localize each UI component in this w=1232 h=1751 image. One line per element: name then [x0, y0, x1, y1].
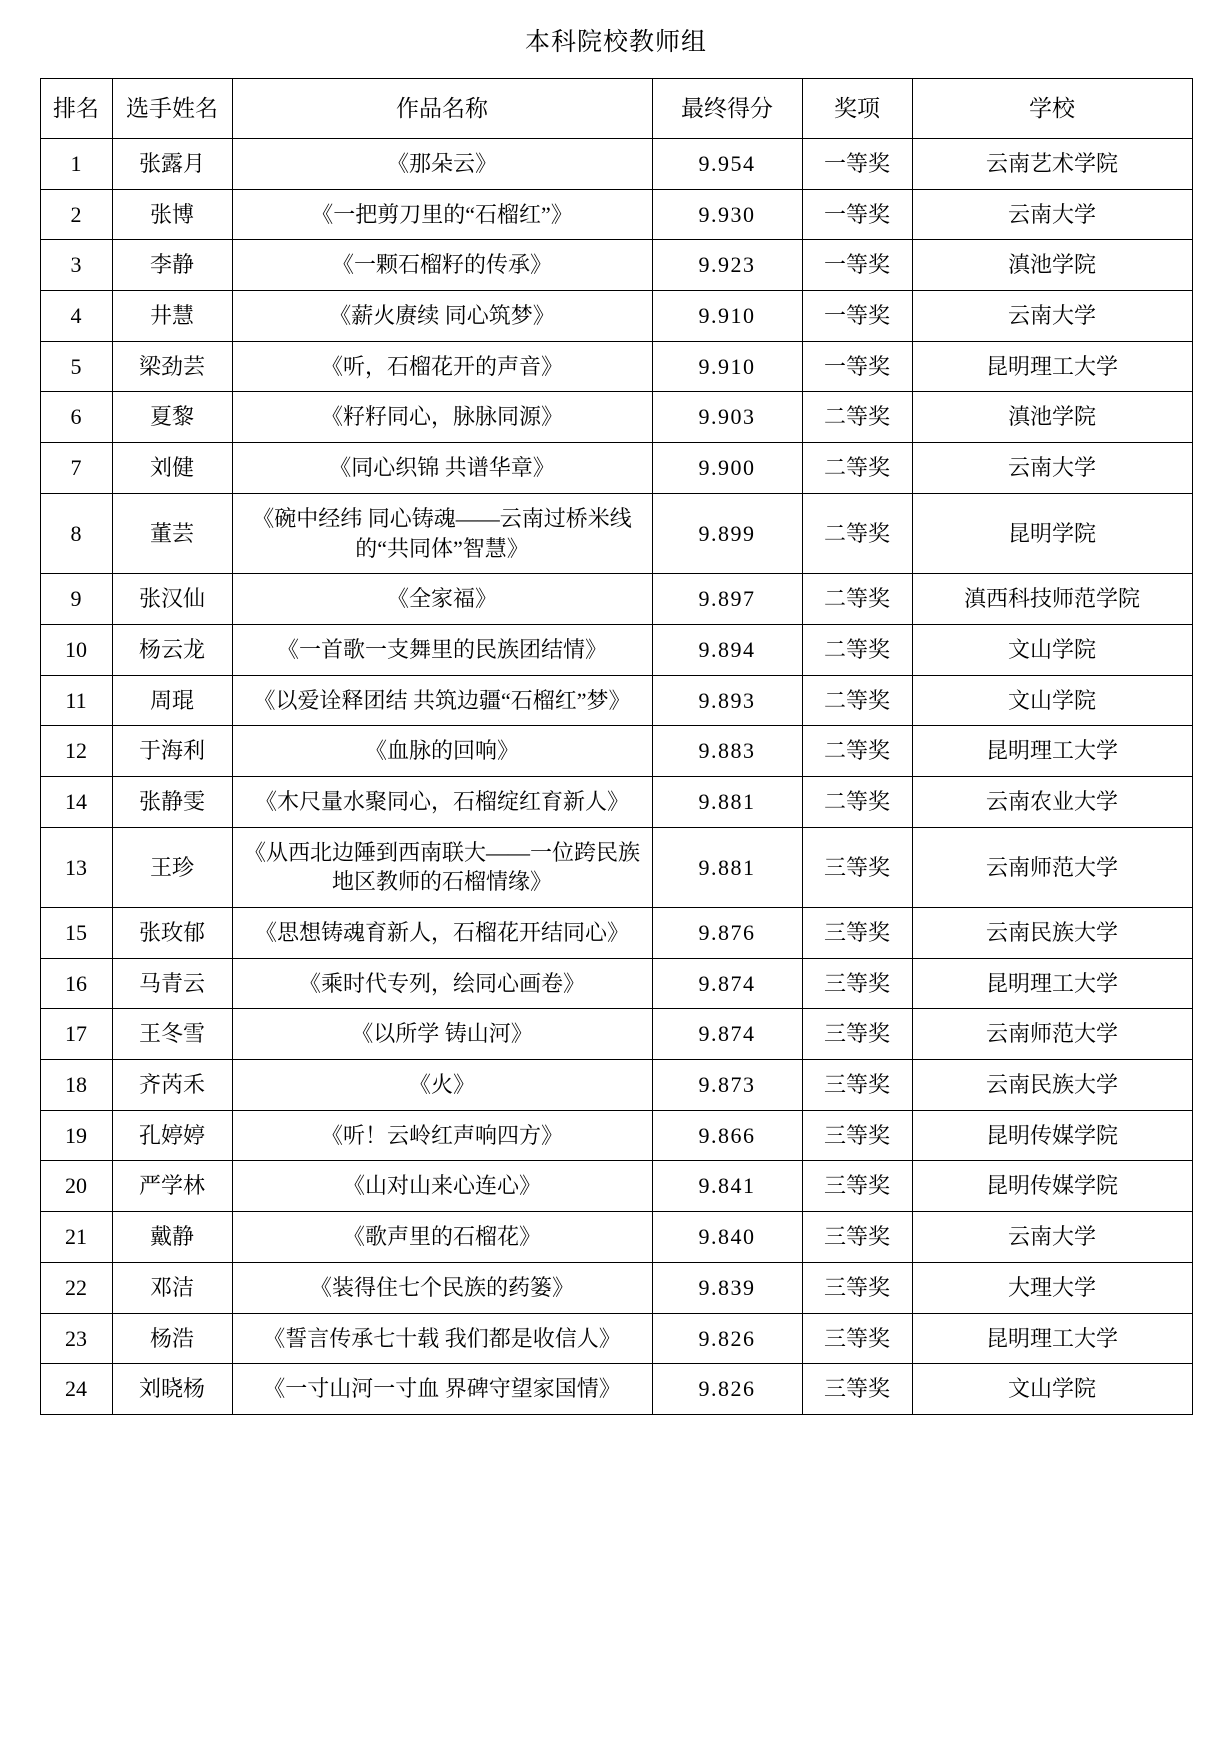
- cell-award: 一等奖: [802, 139, 912, 190]
- table-row: [40, 1009, 1192, 1060]
- cell-name: 张玫郁: [112, 908, 232, 959]
- cell-score: 9.893: [652, 675, 802, 726]
- cell-award: 三等奖: [802, 1212, 912, 1263]
- cell-award: 二等奖: [802, 675, 912, 726]
- cell-award: 三等奖: [802, 1262, 912, 1313]
- table-row: [40, 908, 1192, 959]
- cell-school: 昆明理工大学: [912, 1313, 1192, 1364]
- cell-rank: 17: [40, 1009, 112, 1060]
- column-header-work: 作品名称: [232, 79, 652, 139]
- table-row: [40, 341, 1192, 392]
- cell-award: 三等奖: [802, 1313, 912, 1364]
- cell-work: 《火》: [232, 1060, 652, 1111]
- cell-school: 昆明理工大学: [912, 341, 1192, 392]
- cell-school: 云南民族大学: [912, 1060, 1192, 1111]
- column-header-award: 奖项: [802, 79, 912, 139]
- cell-work: 《碗中经纬 同心铸魂——云南过桥米线的“共同体”智慧》: [232, 493, 652, 573]
- cell-school: 昆明传媒学院: [912, 1110, 1192, 1161]
- cell-school: 昆明理工大学: [912, 958, 1192, 1009]
- cell-score: 9.910: [652, 291, 802, 342]
- cell-school: 昆明理工大学: [912, 726, 1192, 777]
- cell-award: 一等奖: [802, 240, 912, 291]
- cell-name: 邓洁: [112, 1262, 232, 1313]
- cell-school: 滇西科技师范学院: [912, 574, 1192, 625]
- cell-school: 云南农业大学: [912, 776, 1192, 827]
- table-row: [40, 624, 1192, 675]
- column-header-school: 学校: [912, 79, 1192, 139]
- cell-work: 《以所学 铸山河》: [232, 1009, 652, 1060]
- cell-work: 《一把剪刀里的“石榴红”》: [232, 189, 652, 240]
- cell-rank: 3: [40, 240, 112, 291]
- cell-award: 三等奖: [802, 1161, 912, 1212]
- cell-score: 9.923: [652, 240, 802, 291]
- cell-rank: 9: [40, 574, 112, 625]
- column-header-name: 选手姓名: [112, 79, 232, 139]
- cell-rank: 24: [40, 1364, 112, 1415]
- cell-name: 于海利: [112, 726, 232, 777]
- cell-name: 严学林: [112, 1161, 232, 1212]
- cell-score: 9.900: [652, 443, 802, 494]
- cell-rank: 6: [40, 392, 112, 443]
- results-table: [40, 78, 1193, 1415]
- cell-name: 梁劲芸: [112, 341, 232, 392]
- cell-school: 云南大学: [912, 443, 1192, 494]
- table-row: [40, 726, 1192, 777]
- cell-rank: 8: [40, 493, 112, 573]
- cell-work: 《那朵云》: [232, 139, 652, 190]
- cell-rank: 21: [40, 1212, 112, 1263]
- cell-work: 《听！云岭红声响四方》: [232, 1110, 652, 1161]
- cell-name: 王冬雪: [112, 1009, 232, 1060]
- cell-award: 三等奖: [802, 1364, 912, 1415]
- table-row: [40, 1161, 1192, 1212]
- cell-work: 《以爱诠释团结 共筑边疆“石榴红”梦》: [232, 675, 652, 726]
- table-row: [40, 675, 1192, 726]
- column-header-score: 最终得分: [652, 79, 802, 139]
- cell-award: 三等奖: [802, 908, 912, 959]
- cell-award: 一等奖: [802, 341, 912, 392]
- cell-name: 戴静: [112, 1212, 232, 1263]
- table-row: [40, 776, 1192, 827]
- cell-school: 文山学院: [912, 675, 1192, 726]
- cell-award: 二等奖: [802, 726, 912, 777]
- cell-award: 三等奖: [802, 958, 912, 1009]
- cell-work: 《听，石榴花开的声音》: [232, 341, 652, 392]
- cell-name: 周琨: [112, 675, 232, 726]
- table-row: [40, 392, 1192, 443]
- page-title: 本科院校教师组: [524, 29, 707, 56]
- cell-rank: 20: [40, 1161, 112, 1212]
- table-row: [40, 291, 1192, 342]
- cell-name: 杨云龙: [112, 624, 232, 675]
- cell-score: 9.826: [652, 1313, 802, 1364]
- cell-school: 滇池学院: [912, 392, 1192, 443]
- table-row: [40, 1110, 1192, 1161]
- table-row: [40, 1060, 1192, 1111]
- cell-name: 杨浩: [112, 1313, 232, 1364]
- cell-score: 9.839: [652, 1262, 802, 1313]
- cell-name: 孔婷婷: [112, 1110, 232, 1161]
- table-row: [40, 827, 1192, 907]
- cell-score: 9.903: [652, 392, 802, 443]
- cell-work: 《装得住七个民族的药篓》: [232, 1262, 652, 1313]
- cell-work: 《同心织锦 共谱华章》: [232, 443, 652, 494]
- cell-school: 云南民族大学: [912, 908, 1192, 959]
- cell-name: 张露月: [112, 139, 232, 190]
- cell-school: 云南师范大学: [912, 827, 1192, 907]
- cell-rank: 12: [40, 726, 112, 777]
- cell-score: 9.883: [652, 726, 802, 777]
- cell-name: 张博: [112, 189, 232, 240]
- cell-award: 三等奖: [802, 1110, 912, 1161]
- cell-rank: 11: [40, 675, 112, 726]
- table-row: [40, 139, 1192, 190]
- table-row: [40, 958, 1192, 1009]
- cell-score: 9.876: [652, 908, 802, 959]
- cell-work: 《血脉的回响》: [232, 726, 652, 777]
- cell-award: 三等奖: [802, 1060, 912, 1111]
- table-row: [40, 1262, 1192, 1313]
- cell-score: 9.874: [652, 1009, 802, 1060]
- cell-name: 王珍: [112, 827, 232, 907]
- cell-name: 刘健: [112, 443, 232, 494]
- cell-work: 《歌声里的石榴花》: [232, 1212, 652, 1263]
- cell-rank: 18: [40, 1060, 112, 1111]
- table-row: [40, 574, 1192, 625]
- cell-school: 云南大学: [912, 189, 1192, 240]
- cell-school: 昆明传媒学院: [912, 1161, 1192, 1212]
- cell-school: 云南艺术学院: [912, 139, 1192, 190]
- cell-name: 张静雯: [112, 776, 232, 827]
- cell-school: 大理大学: [912, 1262, 1192, 1313]
- cell-award: 二等奖: [802, 443, 912, 494]
- cell-name: 刘晓杨: [112, 1364, 232, 1415]
- cell-work: 《一颗石榴籽的传承》: [232, 240, 652, 291]
- cell-name: 夏黎: [112, 392, 232, 443]
- cell-score: 9.874: [652, 958, 802, 1009]
- cell-score: 9.881: [652, 776, 802, 827]
- cell-work: 《全家福》: [232, 574, 652, 625]
- cell-rank: 16: [40, 958, 112, 1009]
- cell-score: 9.910: [652, 341, 802, 392]
- cell-award: 一等奖: [802, 189, 912, 240]
- cell-rank: 14: [40, 776, 112, 827]
- table-row: [40, 493, 1192, 573]
- cell-work: 《誓言传承七十载 我们都是收信人》: [232, 1313, 652, 1364]
- cell-score: 9.826: [652, 1364, 802, 1415]
- cell-rank: 7: [40, 443, 112, 494]
- cell-award: 一等奖: [802, 291, 912, 342]
- cell-score: 9.873: [652, 1060, 802, 1111]
- table-header-row: [40, 79, 1192, 139]
- cell-rank: 5: [40, 341, 112, 392]
- cell-award: 三等奖: [802, 1009, 912, 1060]
- cell-score: 9.881: [652, 827, 802, 907]
- cell-score: 9.841: [652, 1161, 802, 1212]
- cell-name: 马青云: [112, 958, 232, 1009]
- table-header: [40, 79, 1192, 139]
- cell-score: 9.897: [652, 574, 802, 625]
- cell-award: 三等奖: [802, 827, 912, 907]
- cell-award: 二等奖: [802, 776, 912, 827]
- cell-name: 董芸: [112, 493, 232, 573]
- table-body: [40, 139, 1192, 1415]
- cell-award: 二等奖: [802, 493, 912, 573]
- cell-work: 《从西北边陲到西南联大——一位跨民族地区教师的石榴情缘》: [232, 827, 652, 907]
- cell-score: 9.866: [652, 1110, 802, 1161]
- cell-work: 《一寸山河一寸血 界碑守望家国情》: [232, 1364, 652, 1415]
- cell-score: 9.899: [652, 493, 802, 573]
- column-header-rank: 排名: [40, 79, 112, 139]
- cell-work: 《乘时代专列，绘同心画卷》: [232, 958, 652, 1009]
- cell-rank: 23: [40, 1313, 112, 1364]
- cell-school: 云南师范大学: [912, 1009, 1192, 1060]
- cell-score: 9.954: [652, 139, 802, 190]
- cell-rank: 1: [40, 139, 112, 190]
- cell-name: 张汉仙: [112, 574, 232, 625]
- cell-work: 《山对山来心连心》: [232, 1161, 652, 1212]
- table-row: [40, 1364, 1192, 1415]
- cell-rank: 4: [40, 291, 112, 342]
- cell-score: 9.930: [652, 189, 802, 240]
- table-row: [40, 443, 1192, 494]
- cell-name: 李静: [112, 240, 232, 291]
- cell-rank: 13: [40, 827, 112, 907]
- cell-school: 云南大学: [912, 291, 1192, 342]
- cell-rank: 2: [40, 189, 112, 240]
- cell-work: 《一首歌一支舞里的民族团结情》: [232, 624, 652, 675]
- table-row: [40, 1313, 1192, 1364]
- cell-school: 文山学院: [912, 1364, 1192, 1415]
- cell-score: 9.840: [652, 1212, 802, 1263]
- cell-award: 二等奖: [802, 392, 912, 443]
- cell-award: 二等奖: [802, 574, 912, 625]
- cell-work: 《思想铸魂育新人，石榴花开结同心》: [232, 908, 652, 959]
- cell-name: 齐芮禾: [112, 1060, 232, 1111]
- cell-rank: 22: [40, 1262, 112, 1313]
- cell-work: 《薪火赓续 同心筑梦》: [232, 291, 652, 342]
- cell-score: 9.894: [652, 624, 802, 675]
- cell-name: 井慧: [112, 291, 232, 342]
- table-row: [40, 1212, 1192, 1263]
- cell-award: 二等奖: [802, 624, 912, 675]
- table-row: [40, 240, 1192, 291]
- cell-rank: 10: [40, 624, 112, 675]
- cell-school: 文山学院: [912, 624, 1192, 675]
- cell-school: 云南大学: [912, 1212, 1192, 1263]
- cell-school: 昆明学院: [912, 493, 1192, 573]
- cell-rank: 15: [40, 908, 112, 959]
- cell-work: 《木尺量水聚同心，石榴绽红育新人》: [232, 776, 652, 827]
- cell-rank: 19: [40, 1110, 112, 1161]
- table-row: [40, 189, 1192, 240]
- cell-school: 滇池学院: [912, 240, 1192, 291]
- cell-work: 《籽籽同心，脉脉同源》: [232, 392, 652, 443]
